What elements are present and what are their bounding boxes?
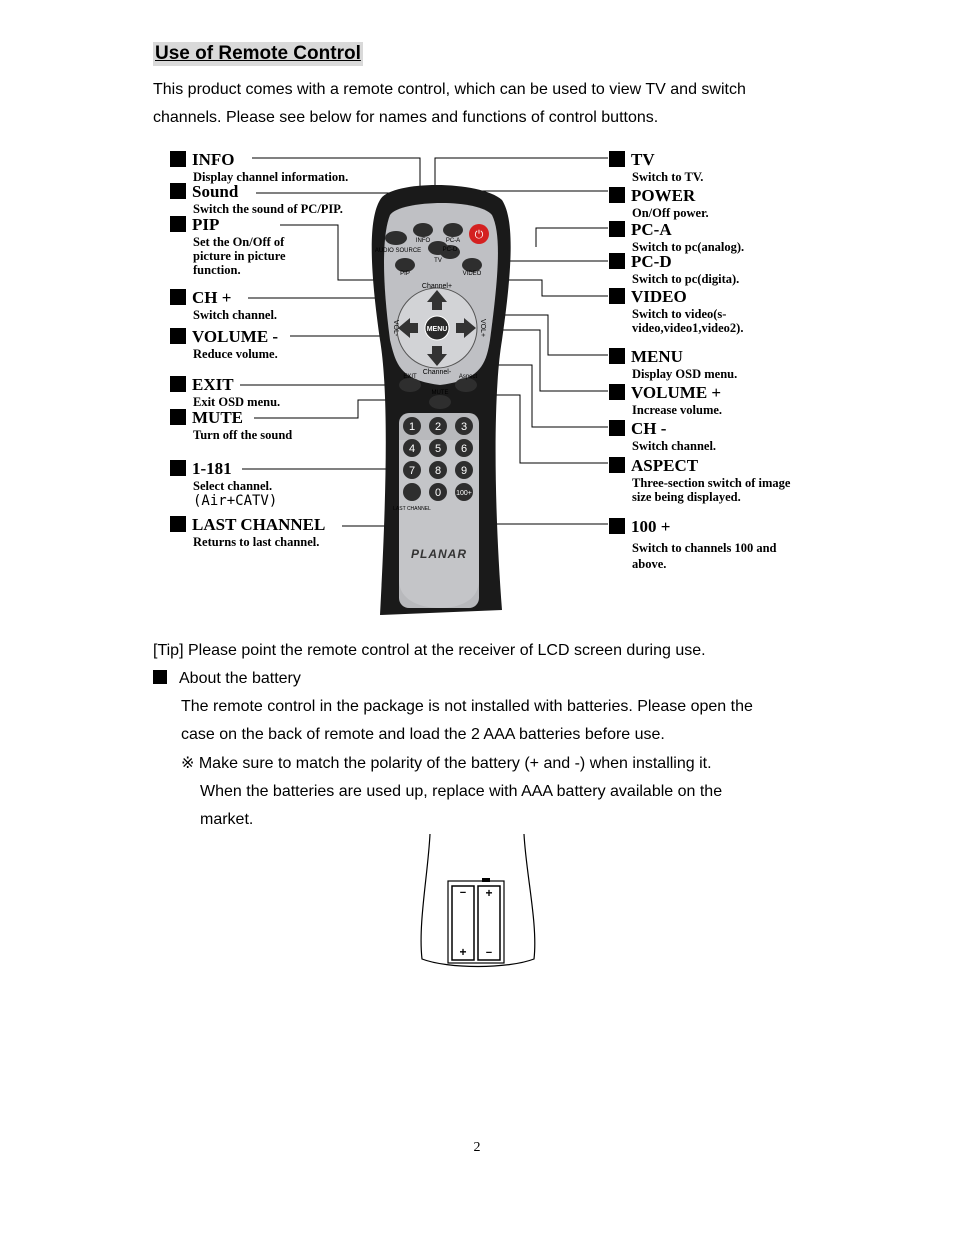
bullet-square-icon — [609, 384, 625, 400]
mute-label: MUTE — [431, 390, 449, 396]
digit-key-4[interactable] — [403, 439, 421, 457]
last-channel-label: LAST CHANNEL — [393, 506, 431, 512]
bullet-square-icon — [170, 328, 186, 344]
bullet-square-icon — [609, 151, 625, 167]
intro-text — [153, 76, 746, 132]
aspect-label: Aspect — [458, 374, 478, 380]
channel-plus-label: Channel+ — [421, 283, 453, 290]
label-pc-a: PC-A Switch to pc(analog). — [609, 220, 744, 254]
pip-label: PIP — [400, 271, 410, 277]
bullet-square-icon — [609, 187, 625, 203]
video-label: VIDEO — [462, 271, 482, 277]
svg-text:2: 2 — [434, 421, 442, 433]
page-title: Use of Remote Control — [155, 43, 361, 64]
svg-text:8: 8 — [434, 465, 442, 477]
digit-key-2[interactable] — [429, 417, 447, 435]
label-aspect: ASPECT Three-section switch of image size being displayed. — [609, 456, 809, 504]
aspect-button[interactable] — [455, 378, 477, 392]
bullet-square-icon — [609, 518, 625, 534]
digit-key-7[interactable] — [403, 461, 421, 479]
label-pip: PIP Set the On/Off of picture in picture function. — [170, 215, 330, 277]
intro-line-1: This product comes with a remote control, which can be used to view TV and switch — [153, 81, 746, 98]
bullet-square-icon — [170, 183, 186, 199]
battery-compartment-diagram — [418, 834, 538, 974]
digit-key-9[interactable] — [455, 461, 473, 479]
tv-label: TV — [434, 258, 442, 264]
pip-button[interactable] — [395, 258, 415, 272]
minus-sign-icon: − — [485, 947, 493, 959]
battery-heading: About the battery — [153, 665, 301, 693]
brand-logo: PLANAR — [411, 547, 467, 561]
label-power: POWER On/Off power. — [609, 186, 709, 220]
audio-source-button[interactable] — [385, 231, 407, 245]
battery-note: ※ Make sure to match the polarity of the battery (+ and -) when installing it. When the batteries are used up, replace with AAA battery available on the market. — [181, 755, 723, 828]
bullet-square-icon — [170, 516, 186, 532]
bullet-square-icon — [609, 457, 625, 473]
svg-text:4: 4 — [408, 443, 416, 455]
video-button[interactable] — [462, 258, 482, 272]
bullet-square-icon — [609, 420, 625, 436]
exit-button[interactable] — [399, 378, 421, 392]
bullet-square-icon — [170, 460, 186, 476]
bullet-square-icon — [609, 288, 625, 304]
bullet-square-icon — [170, 376, 186, 392]
power-icon: ⏻ — [474, 229, 484, 241]
last-channel-key[interactable] — [403, 483, 421, 501]
digit-key-3[interactable] — [455, 417, 473, 435]
tip-text: [Tip] Please point the remote control at the receiver of LCD screen during use. — [153, 642, 706, 659]
digit-key-8[interactable] — [429, 461, 447, 479]
minus-sign-icon: − — [459, 887, 467, 899]
intro-line-2: channels. Please see below for names and functions of control buttons. — [153, 109, 659, 126]
bullet-square-icon — [609, 221, 625, 237]
label-channel-range: 1-181 Select channel. (Air+CATV) — [170, 459, 277, 510]
label-ch-minus: CH - Switch channel. — [609, 419, 716, 453]
bullet-square-icon — [609, 253, 625, 269]
svg-text:5: 5 — [434, 443, 442, 455]
label-pc-d: PC-D Switch to pc(digita). — [609, 252, 739, 286]
digit-key-5[interactable] — [429, 439, 447, 457]
svg-text:100+: 100+ — [456, 490, 472, 497]
digit-key-0[interactable] — [429, 483, 447, 501]
audio-source-label: AUDIO SOURCE — [374, 248, 422, 254]
number-keypad — [393, 417, 473, 512]
svg-text:0: 0 — [434, 487, 442, 499]
bullet-square-icon — [170, 289, 186, 305]
bullet-square-icon — [153, 670, 167, 684]
svg-text:6: 6 — [460, 443, 468, 455]
label-ch-plus: CH + Switch channel. — [170, 288, 277, 322]
bullet-square-icon — [170, 151, 186, 167]
channel-minus-label: Channel- — [422, 369, 452, 376]
pcd-label: PC-D — [442, 247, 458, 253]
label-video: VIDEO Switch to video(s-video,video1,video2). — [609, 287, 789, 335]
exit-label: EXIT — [403, 374, 417, 380]
pca-label: PC-A — [445, 238, 461, 244]
vol-plus-label: VOL+ — [479, 318, 486, 338]
label-100-plus: 100 + Switch to channels 100 and above. — [609, 517, 789, 572]
bullet-square-icon — [170, 409, 186, 425]
label-volume-plus: VOLUME + Increase volume. — [609, 383, 722, 417]
digit-key-6[interactable] — [455, 439, 473, 457]
svg-text:3: 3 — [460, 421, 468, 433]
vol-minus-label: VOL- — [392, 319, 399, 337]
label-exit: EXIT Exit OSD menu. — [170, 375, 280, 409]
pca-button[interactable] — [443, 223, 463, 237]
label-tv: TV Switch to TV. — [609, 150, 703, 184]
label-last-channel: LAST CHANNEL Returns to last channel. — [170, 515, 325, 549]
page-number: 2 — [473, 1140, 481, 1155]
svg-text:1: 1 — [408, 421, 416, 433]
hundred-plus-key[interactable] — [455, 483, 473, 501]
svg-text:9: 9 — [460, 465, 468, 477]
svg-text:7: 7 — [408, 465, 416, 477]
plus-sign-icon: + — [459, 945, 467, 959]
label-mute: MUTE Turn off the sound — [170, 408, 292, 442]
digit-key-1[interactable] — [403, 417, 421, 435]
label-sound: Sound Switch the sound of PC/PIP. — [170, 182, 343, 216]
bullet-square-icon — [170, 216, 186, 232]
menu-label: MENU — [426, 326, 448, 333]
label-volume-minus: VOLUME - Reduce volume. — [170, 327, 278, 361]
label-info: INFO Display channel information. — [170, 150, 348, 184]
mute-button[interactable] — [429, 395, 451, 409]
info-button[interactable] — [413, 223, 433, 237]
label-menu: MENU Display OSD menu. — [609, 347, 737, 381]
battery-body: The remote control in the package is not installed with batteries. Please open the case on the back of remote and load the 2 AAA batteries before use. — [181, 698, 753, 743]
info-label: INFO — [415, 238, 431, 244]
plus-sign-icon: + — [485, 886, 493, 900]
bullet-square-icon — [609, 348, 625, 364]
